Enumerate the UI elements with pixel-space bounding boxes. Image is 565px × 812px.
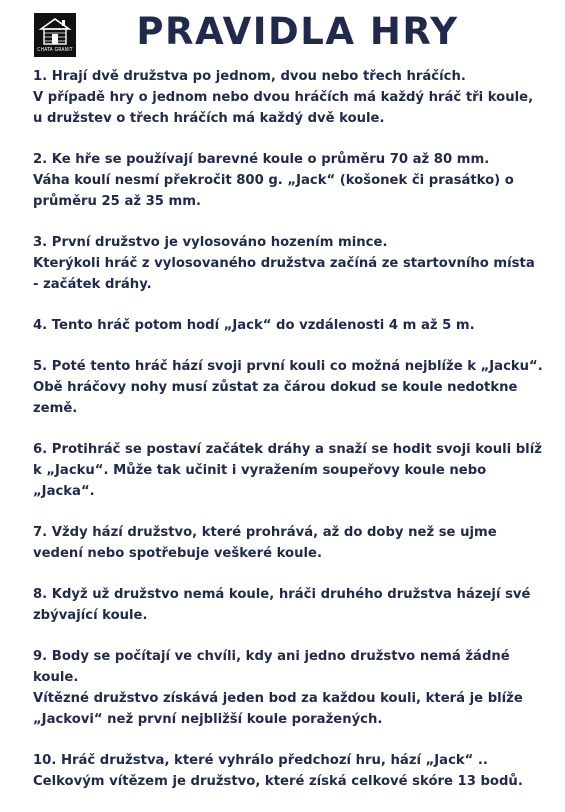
rule-item: 2. Ke hře se používají barevné koule o průměru 70 až 80 mm. Váha koulí nesmí překročit 800 g. „Jack“ (košonek či prasátko) o průměru 25 až 35 mm.	[33, 152, 514, 209]
page-title: PRAVIDLA HRY	[136, 10, 459, 53]
rule-item: 1. Hrají dvě družstva po jednom, dvou nebo třech hráčích. V případě hry o jednom nebo dvou hráčích má každý hráč tři koule, u družstev o třech hráčích má každý dvě koule.	[33, 69, 534, 126]
rule-item: 6. Protihráč se postaví začátek dráhy a snaží se hodit svoji kouli blíž k „Jacku“. Může tak učinit i vyražením soupeřovy koule nebo „Jacka“.	[33, 442, 542, 499]
rules-list	[33, 66, 543, 812]
rule-item: 4. Tento hráč potom hodí „Jack“ do vzdálenosti 4 m až 5 m.	[33, 318, 475, 333]
rule-item: 8. Když už družstvo nemá koule, hráči druhého družstva házejí své zbývající koule.	[33, 587, 531, 623]
rule-item: 7. Vždy hází družstvo, které prohrává, až do doby než se ujme vedení nebo spotřebuje veškeré koule.	[33, 525, 497, 561]
rule-item: 9. Body se počítají ve chvíli, kdy ani jedno družstvo nemá žádné koule. Vítězné družstvo získává jeden bod za každou kouli, která je blíže „Jackovi“ než první nejbližší koule poražených.	[33, 649, 523, 727]
rule-item: 5. Poté tento hráč hází svoji první kouli co možná nejblíže k „Jacku“. Obě hráčovy nohy musí zůstat za čárou dokud se koule nedotkne země.	[33, 359, 543, 416]
rule-item: 10. Hráč družstva, které vyhrálo předchozí hru, hází „Jack“ .. Celkovým vítězem je družstvo, které získá celkové skóre 13 bodů.	[33, 753, 523, 789]
logo-text: CHATA GRANIT	[37, 47, 73, 53]
rule-item: 3. První družstvo je vylosováno hozením mince. Kterýkoli hráč z vylosovaného družstva začíná ze startovního místa - začátek dráhy.	[33, 235, 535, 292]
